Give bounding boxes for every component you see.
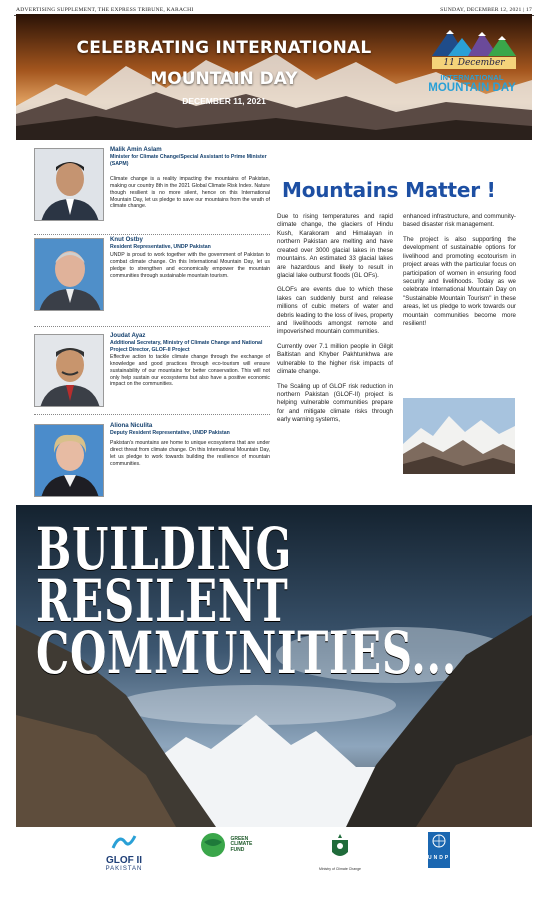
glof-wave-icon xyxy=(111,832,137,850)
ministry-label: Ministry of Climate Change xyxy=(318,867,361,871)
pakistan-emblem-icon xyxy=(327,832,353,862)
message-card xyxy=(16,142,274,234)
divider xyxy=(34,414,270,415)
article-paragraph: Due to rising temperatures and rapid climate change, the glaciers of Hindu Kush, Karakoram and Himalayan in northern Pakistan are melting and have created over 3000 glacial lakes in these mountains. An estimated 33 glacial lakes are hazardous and likely to result in glacial lake outburst floods (GL OFs). xyxy=(277,213,393,279)
gcf-logo xyxy=(200,832,260,858)
article-column-1 xyxy=(277,213,393,431)
banner-heading-line1: BUILDING xyxy=(36,515,292,583)
glof-logo xyxy=(94,832,154,872)
gcf-globe-icon xyxy=(200,832,226,858)
glacier-photo xyxy=(403,398,515,474)
masthead-date-page: SUNDAY, DECEMBER 12, 2021 | 17 xyxy=(440,7,532,13)
avatar xyxy=(34,238,104,311)
gcf-text-green: GREEN xyxy=(230,835,249,842)
hero-date: DECEMBER 11, 2021 xyxy=(182,96,266,106)
mountains-logo-icon xyxy=(418,24,526,58)
person-role: Additional Secretary, Ministry of Climate Change and National Project Director, GLOF-II Project xyxy=(110,340,263,353)
article-paragraph: enhanced infrastructure, and community-based disaster risk management. xyxy=(403,213,516,229)
person-message: Effective action to tackle climate change through the exchange of knowledge and good practices through eco-tourism will ensure sustainability of our mountains for better conservation. This will not only help sustain our ecosystems but also have a positive economic impact on the communities. xyxy=(110,354,270,388)
undp-logo xyxy=(428,832,450,868)
avatar xyxy=(34,424,104,497)
gcf-text-fund: FUND xyxy=(230,846,245,853)
mountain-day-logo xyxy=(418,24,526,106)
glof-subtext: PAKISTAN xyxy=(105,866,143,872)
messages-column xyxy=(16,142,274,504)
logo-text-international: INTERNATIONAL xyxy=(440,73,504,82)
gcf-text-climate: CLIMATE xyxy=(230,841,253,848)
hero-banner xyxy=(16,14,532,140)
partner-logos xyxy=(16,828,532,884)
glof-text: GLOF II xyxy=(105,855,143,866)
article-title: Mountains Matter ! xyxy=(282,178,496,202)
person-role: Resident Representative, UNDP Pakistan xyxy=(110,244,211,250)
avatar xyxy=(34,334,104,407)
person-message: UNDP is proud to work together with the government of Pakistan to combat climate change. On this International Mountain Day, let us pledge to strengthen and economically empower the mountain communities through sustainable mountain tourism. xyxy=(110,252,270,279)
avatar xyxy=(34,148,104,221)
message-card xyxy=(16,328,274,418)
person-message: Climate change is a reality impacting the mountains of Pakistan, making our country 8th in the 2021 Global Climate Risk Index. Nature though resilient is no more silent, hence on this International Mountain Day, let us pledge to save our mountains from the wrath of climate change. xyxy=(110,176,270,210)
un-emblem-icon xyxy=(428,832,450,850)
undp-text: UNDP xyxy=(428,855,451,861)
person-name: Knut Ostby xyxy=(110,236,143,243)
person-role: Deputy Resident Representative, UNDP Pakistan xyxy=(110,430,230,436)
building-resilient-communities-image xyxy=(16,505,532,827)
masthead-publication: ADVERTISING SUPPLEMENT, THE EXPRESS TRIBUNE, KARACHI xyxy=(16,7,194,13)
ministry-climate-change-logo xyxy=(318,832,362,871)
person-name: Malik Amin Aslam xyxy=(110,146,162,153)
article-paragraph: GLOFs are events due to which these lakes can suddenly burst and release millions of cubic meters of water and debris leading to the loss of lives, property and livelihoods amongst remote and impoverished mountain communities. xyxy=(277,286,393,336)
message-card xyxy=(16,418,274,504)
person-message: Pakistan's mountains are home to unique ecosystems that are under direct threat from climate change. On this International Mountain Day, let us pledge to work towards building the resilience of mountain communities. xyxy=(110,440,270,467)
hero-title-line1: CELEBRATING INTERNATIONAL xyxy=(76,38,372,58)
banner-heading-line3: COMMUNITIES... xyxy=(36,619,457,687)
article-paragraph: The project is also supporting the development of sustainable options for livelihood and promoting ecotourism in project areas with the particular focus on participation of women in ensuring food security and livelihoods. Today as we celebrate International Mountain Day on "Sustainable Mountain Tourism" in these areas, let us pledge to work towards our mountain communities become more resilient! xyxy=(403,235,516,328)
logo-text-mountain-day: MOUNTAIN DAY xyxy=(428,82,516,94)
hero-title-line2: MOUNTAIN DAY xyxy=(150,69,298,89)
person-name: Aliona Niculita xyxy=(110,422,153,429)
message-card xyxy=(16,232,274,324)
divider xyxy=(34,326,270,327)
person-name: Joudat Ayaz xyxy=(110,332,146,339)
article-paragraph: The Scaling up of GLOF risk reduction in northern Pakistan (GLOF-II) project is helping vulnerable communities prepare for and mitigate climate risks through early warning systems, xyxy=(277,382,393,424)
article-column-2 xyxy=(403,213,516,334)
person-role: Minister for Climate Change/Special Assistant to Prime Minister (SAPM) xyxy=(110,154,267,167)
article-paragraph: Currently over 7.1 million people in Gilgit Baltistan and Khyber Pakhtunkhwa are vulnerable to the higher risk impacts of climate change. xyxy=(277,342,393,376)
logo-date: 11 December xyxy=(432,57,516,69)
banner-heading-line2: RESILENT xyxy=(36,567,289,635)
